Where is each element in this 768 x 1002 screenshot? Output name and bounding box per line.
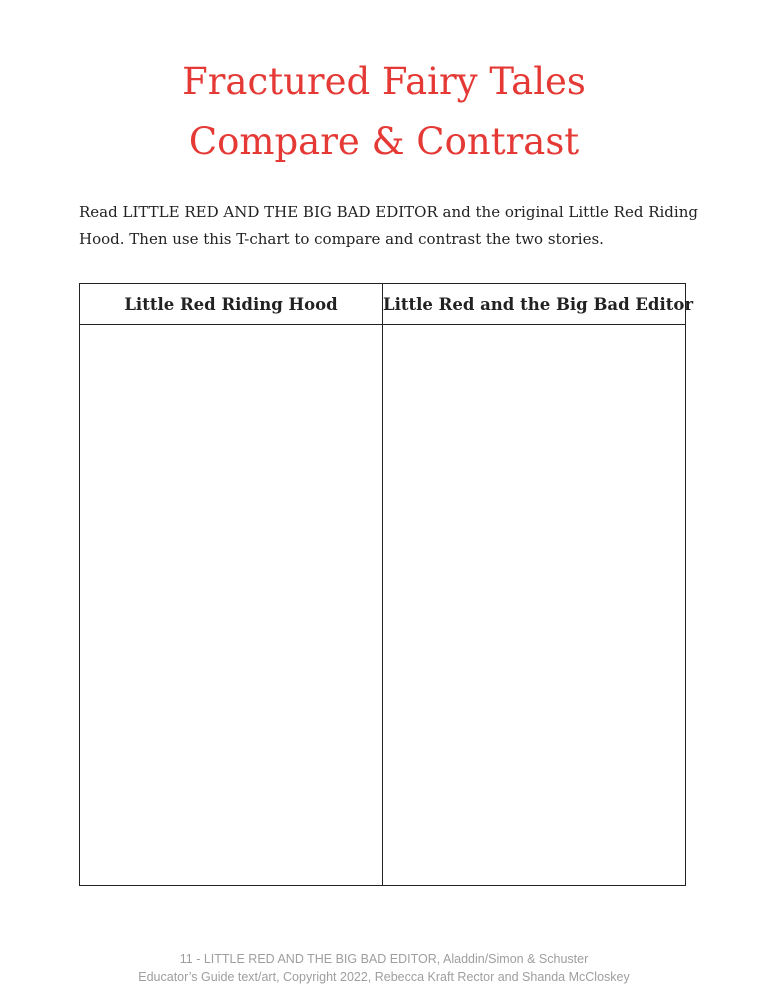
- title-line-2: Compare & Contrast: [188, 120, 580, 163]
- instructions-text: [79, 199, 699, 253]
- column-header-original: Little Red Riding Hood: [80, 284, 383, 325]
- writing-area-fractured[interactable]: [383, 325, 686, 886]
- footer-line-2: Educator’s Guide text/art, Copyright 2022, Rebecca Kraft Rector and Shanda McCloskey: [138, 970, 630, 984]
- footer-line-1: 11 - LITTLE RED AND THE BIG BAD EDITOR, Aladdin/Simon & Schuster: [179, 952, 589, 966]
- instructions-line-1: Read LITTLE RED AND THE BIG BAD EDITOR and the original Little Red Riding: [79, 203, 698, 221]
- title-line-1: Fractured Fairy Tales: [182, 60, 586, 103]
- column-header-fractured: Little Red and the Big Bad Editor: [383, 284, 686, 325]
- t-chart: [79, 283, 694, 886]
- t-chart-header-row: [80, 284, 686, 325]
- page-title: [0, 52, 768, 172]
- instructions-line-2: Hood. Then use this T-chart to compare and contrast the two stories.: [79, 230, 604, 248]
- writing-area-original[interactable]: [80, 325, 383, 886]
- t-chart-body-row: [80, 325, 686, 886]
- page-footer: [0, 950, 768, 986]
